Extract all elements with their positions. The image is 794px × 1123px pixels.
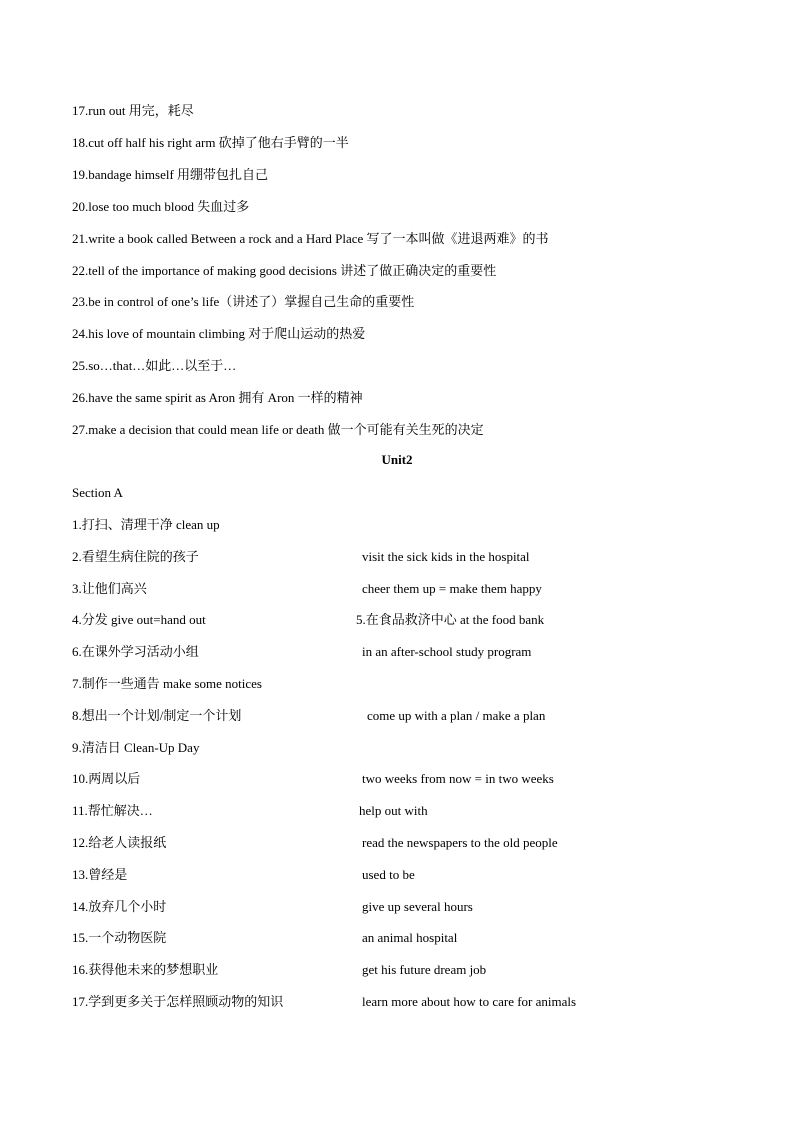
unit2-item-cn: 11.帮忙解决…: [72, 803, 153, 818]
unit2-item-en: visit the sick kids in the hospital: [362, 549, 530, 564]
unit2-item-cn: 12.给老人读报纸: [72, 835, 167, 850]
unit1-item-26: 26.have the same spirit as Aron 拥有 Aron 一样的精神: [72, 390, 363, 405]
unit2-item-cn: 10.两周以后: [72, 771, 141, 786]
unit2-item-cn: 13.曾经是: [72, 867, 128, 882]
unit1-item-27: 27.make a decision that could mean life or death 做一个可能有关生死的决定: [72, 422, 484, 437]
unit2-item-cn: 16.获得他未来的梦想职业: [72, 962, 219, 977]
unit2-item-en: used to be: [362, 867, 415, 882]
unit2-item-cn: 4.分发 give out=hand out: [72, 612, 206, 627]
unit2-item-cn: 14.放弃几个小时: [72, 899, 167, 914]
unit2-item-en: come up with a plan / make a plan: [367, 708, 546, 723]
unit2-item-en: in an after-school study program: [362, 644, 532, 659]
unit2-item-cn: 6.在课外学习活动小组: [72, 644, 199, 659]
unit1-item-19: 19.bandage himself 用绷带包扎自己: [72, 167, 269, 182]
section-title: Section A: [72, 485, 123, 500]
unit2-item-cn: 8.想出一个计划/制定一个计划: [72, 708, 242, 723]
unit2-item-en: an animal hospital: [362, 930, 458, 945]
unit1-item-23: 23.be in control of one’s life（讲述了）掌握自己生命的重要性: [72, 294, 415, 309]
unit1-item-20: 20.lose too much blood 失血过多: [72, 199, 250, 214]
unit2-item-cn: 1.打扫、清理干净 clean up: [72, 517, 220, 532]
unit1-item-25: 25.so…that…如此…以至于…: [72, 358, 237, 373]
unit2-item-cn: 7.制作一些通告 make some notices: [72, 676, 262, 691]
unit2-item-cn: 2.看望生病住院的孩子: [72, 549, 199, 564]
unit1-item-17: 17.run out 用完，耗尽: [72, 103, 194, 118]
unit2-item-cn: 15.一个动物医院: [72, 930, 167, 945]
unit-title: Unit2: [381, 452, 413, 467]
unit2-item-cn: 9.清洁日 Clean-Up Day: [72, 740, 200, 755]
unit2-item-en: cheer them up = make them happy: [362, 581, 542, 596]
unit2-item-en: give up several hours: [362, 899, 473, 914]
unit2-item-en: help out with: [359, 803, 428, 818]
unit1-item-24: 24.his love of mountain climbing 对于爬山运动的热爱: [72, 326, 366, 341]
unit2-item-en: learn more about how to care for animals: [362, 994, 577, 1009]
unit1-item-22: 22.tell of the importance of making good decisions 讲述了做正确决定的重要性: [72, 263, 497, 278]
unit2-item-cn: 17.学到更多关于怎样照顾动物的知识: [72, 994, 284, 1009]
unit1-item-18: 18.cut off half his right arm 砍掉了他右手臂的一半: [72, 135, 349, 150]
unit2-item-cn: 3.让他们高兴: [72, 581, 147, 596]
unit2-item-en: read the newspapers to the old people: [362, 835, 558, 850]
unit2-item-en: get his future dream job: [362, 962, 487, 977]
unit2-item-en: 5.在食品救济中心 at the food bank: [356, 612, 545, 627]
unit1-item-21: 21.write a book called Between a rock and a Hard Place 写了一本叫做《进退两难》的书: [72, 231, 549, 246]
unit2-item-en: two weeks from now = in two weeks: [362, 771, 554, 786]
